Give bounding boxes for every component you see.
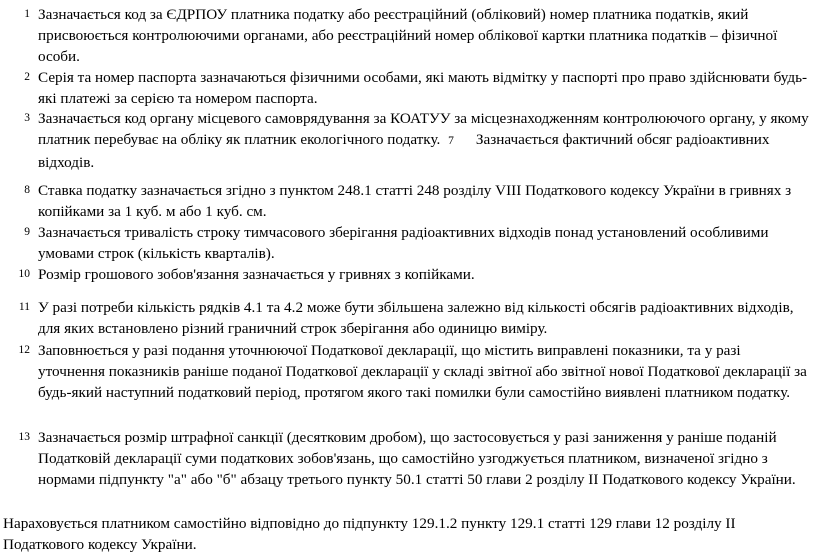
footnote-text-combined: [38, 108, 810, 173]
footnote-text: Ставка податку зазначається згідно з пунктом 248.1 статті 248 розділу VIII Податкового кодексу України в гривнях з копійками за 1 куб. м або 1 куб. см.: [38, 182, 792, 220]
footnote-text: Серія та номер паспорта зазначаються фізичними особами, які мають відмітку у паспорті про право здійснювати будь-які платежі за серією та номером паспорта.: [38, 69, 808, 107]
footnote-text: Зазначається тривалість строку тимчасового зберігання радіоактивних відходів понад установлений особливими умовами строк (кількість кварталів).: [38, 224, 769, 262]
footnote-text: Зазначається код органу місцевого самоврядування за КОАТУУ за місцезнаходженням контролюючого органу, у якому платник перебуває на обліку як платник екологічного податку.: [38, 110, 809, 148]
footnote-number: 11: [18, 301, 30, 313]
footnote-number: 12: [18, 344, 30, 356]
footnote-text: Розмір грошового зобов'язання зазначається у гривнях з копійками.: [38, 266, 475, 283]
footnote-text: Зазначається код за ЄДРПОУ платника податку або реєстраційний (обліковий) номер платника податків, який присвоюється контролюючими органами, або реєстраційний номер облікової картки платника податків – фізичної особи.: [38, 6, 778, 65]
footnote-text: У разі потреби кількість рядків 4.1 та 4.2 може бути збільшена залежно від кількості обсягів радіоактивних відходів, для яких встановлено різний граничний строк зберігання або одиницю виміру.: [38, 299, 794, 337]
footnote-inline-text: Зазначається фактичний обсяг радіоактивних відходів.: [38, 131, 770, 171]
footnote-number: 9: [24, 226, 30, 238]
footnote-text: Заповнюється у разі подання уточнюючої Податкової декларації, що містить виправлені показники, та у разі уточнення показників раніше поданої Податкової декларації у складі звітної або звітної нової Податкової декларації за будь-який наступний податковий період, протягом якого такі помилки були самостійно виявлені платником податку.: [38, 342, 807, 401]
footnote-text: Зазначається розмір штрафної санкції (десятковим дробом), що застосовується у разі заниження у раніше поданій Податковій декларації суми податкових зобов'язань, що самостійно узгоджується платником, визначеної згідно з нормами підпункту "а" або "б" абзацу третього пункту 50.1 статті 50 глави 2 розділу II Податкового кодексу України.: [38, 429, 796, 488]
footnote-number: 3: [24, 112, 30, 124]
footnote-number: 13: [18, 431, 30, 443]
footnote-number: 2: [24, 71, 30, 83]
footnote-number: 1: [24, 8, 30, 20]
closing-note: Нараховується платником самостійно відповідно до підпункту 129.1.2 пункту 129.1 статті 129 глави 12 розділу II Податкового кодексу України.: [3, 515, 736, 553]
footnote-inline-number: 7: [448, 135, 454, 147]
footnote-number: 8: [24, 184, 30, 196]
footnote-number: 10: [18, 268, 30, 280]
